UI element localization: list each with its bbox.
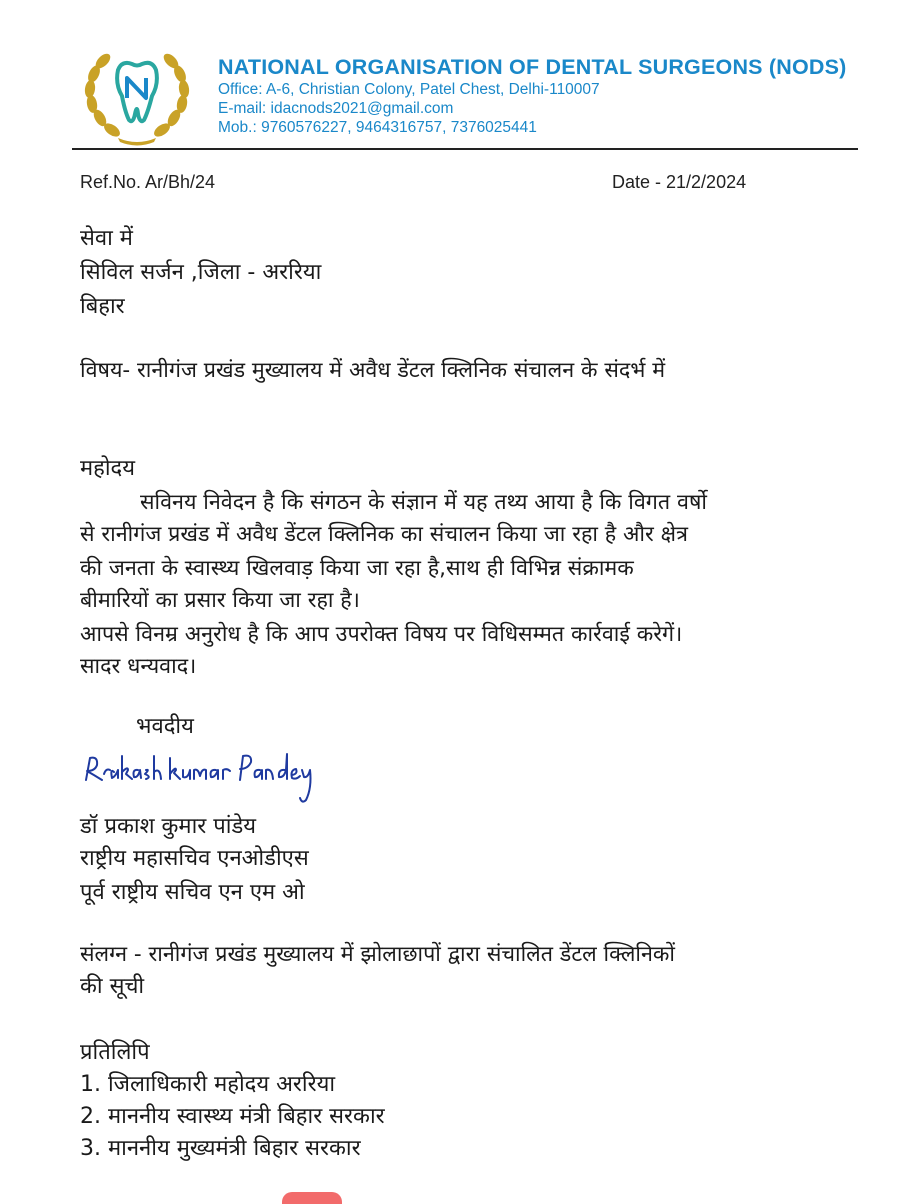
handwritten-signature [80, 748, 330, 808]
copy-to-item: 2. माननीय स्वास्थ्य मंत्री बिहार सरकार [80, 1104, 385, 1129]
body-line-6: सादर धन्यवाद। [80, 654, 197, 679]
subject-line: विषय- रानीगंज प्रखंड मुख्यालय में अवैध डेंटल क्लिनिक संचालन के संदर्भ में [80, 358, 666, 383]
signatory-title-1: राष्ट्रीय महासचिव एनओडीएस [80, 846, 309, 871]
body-line-4: बीमारियों का प्रसार किया जा रहा है। [80, 588, 360, 613]
salutation: महोदय [80, 456, 135, 481]
addressee-line-2: सिविल सर्जन ,जिला - अररिया [80, 260, 322, 285]
letter-date: Date - 21/2/2024 [612, 172, 747, 192]
org-email: E-mail: idacnods2021@gmail.com [218, 100, 454, 117]
body-line-2: से रानीगंज प्रखंड में अवैध डेंटल क्लिनिक का संचालन किया जा रहा है और क्षेत्र [80, 522, 688, 547]
closing: भवदीय [136, 714, 194, 739]
addressee-line-1: सेवा में [80, 226, 133, 251]
addressee-line-3: बिहार [80, 294, 125, 319]
copy-to-item: 3. माननीय मुख्यमंत्री बिहार सरकार [80, 1136, 361, 1161]
letterhead-divider [72, 148, 858, 150]
enclosure-line-1: संलग्न - रानीगंज प्रखंड मुख्यालय में झोलाछापों द्वारा संचालित डेंटल क्लिनिकों [80, 942, 676, 967]
reference-number: Ref.No. Ar/Bh/24 [80, 172, 216, 192]
org-name: NATIONAL ORGANISATION OF DENTAL SURGEONS (NODS) [218, 55, 847, 79]
org-office-address: Office: A-6, Christian Colony, Patel Chest, Delhi-110007 [218, 81, 600, 98]
copy-to-heading: प्रतिलिपि [80, 1040, 150, 1065]
org-mobile: Mob.: 9760576227, 9464316757, 7376025441 [218, 119, 537, 136]
signatory-name: डॉ प्रकाश कुमार पांडेय [80, 814, 256, 839]
bottom-edge-overlay [282, 1192, 342, 1204]
copy-to-item: 1. जिलाधिकारी महोदय अररिया [80, 1072, 336, 1097]
body-line-5: आपसे विनम्र अनुरोध है कि आप उपरोक्त विषय पर विधिसम्मत कार्रवाई करेगें। [80, 622, 683, 647]
laurel-tooth-logo-icon [78, 40, 196, 148]
signatory-title-2: पूर्व राष्ट्रीय सचिव एन एम ओ [80, 880, 305, 905]
enclosure-line-2: की सूची [80, 974, 145, 999]
body-line-3: की जनता के स्वास्थ्य खिलवाड़ किया जा रहा है,साथ ही विभिन्न संक्रामक [80, 556, 634, 581]
body-line-1: सविनय निवेदन है कि संगठन के संज्ञान में यह तथ्य आया है कि विगत वर्षो [140, 490, 707, 515]
